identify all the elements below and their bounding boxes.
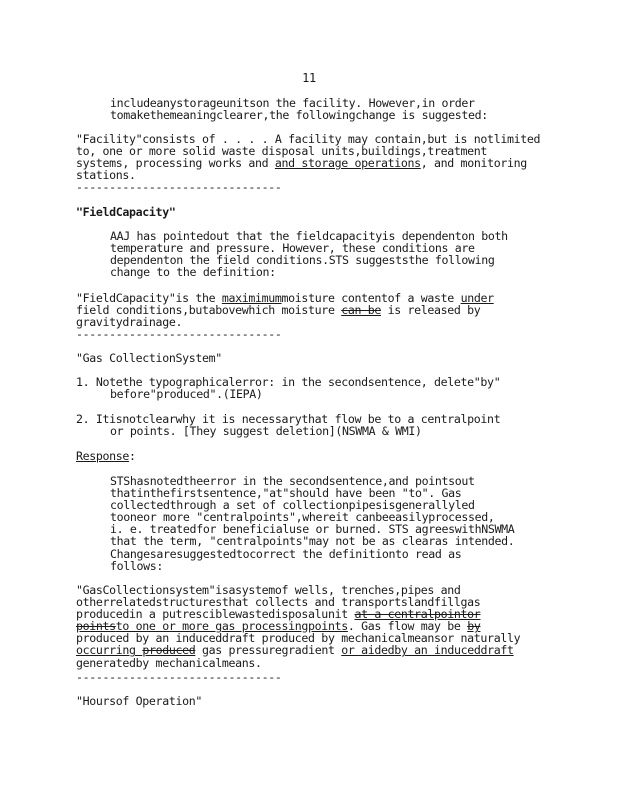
text-line: to, one or more solid waste disposal units,buildings,treatment [76,144,488,159]
separator-rule: ------------------------------- [76,327,282,341]
text-run: , and monitoring [420,156,527,171]
separator-rule: ------------------------------- [76,180,282,194]
deleted-text: points [76,619,116,634]
text-line: produced by an induceddraft produced by mechanicalmeansor naturally [76,631,521,646]
inserted-text: to one or more gas processingpoints [115,619,348,634]
separator-rule: ------------------------------- [76,670,282,684]
text-line: "GasCollectionsystem"isasystemof wells, trenches,pipes and [76,583,461,597]
text-line: follows: [110,558,164,573]
text-run: "FieldCapacity"is the [76,291,222,305]
gas-collection-definition [76,584,550,669]
text-run: . Gas flow may be [347,619,468,634]
text-line: generatedby mechanicalmeans. [76,655,262,670]
text-line: or points. [They suggest deletion](NSWMA & WMI) [110,424,422,439]
text-run: moisture contentof a waste [281,291,461,305]
facility-definition [76,133,550,181]
deleted-text: can be [341,303,381,318]
gas-comment-item [76,376,550,400]
text-run: is released by [380,303,481,318]
text-line: before"produced".(IEPA) [110,387,263,402]
text-line [76,644,550,656]
deleted-text: produced [142,643,196,658]
text-line: gravitydrainage. [76,315,183,330]
text-line: includeanystorageunitson the facility. However,in order [110,96,475,110]
text-line: i. e. treatedfor beneficialuse or burned. STS agreeswithNSWMA [110,522,515,537]
gas-comment-item [76,413,550,437]
text-run: gas pressuregradient [195,643,342,658]
inserted-text: and storage operations [274,156,421,171]
text-line: otherrelatedstructuresthat collects and transportslandfillgas [76,595,481,610]
text-line: 1. Notethe typographicalerror: in the secondsentence, delete"by" [76,375,501,389]
field-capacity-paragraph [110,230,550,278]
text-line: AAJ has pointedout that the fieldcapacityis dependenton both [110,229,508,243]
text-line: dependenton the field conditions.STS suggeststhe following [110,253,495,268]
text-line: collectedthrough a set of collectionpipesisgenerallyled [110,498,475,513]
text-line: change to the definition: [110,265,276,280]
text-line: stations. [76,168,136,183]
page-number: 11 [302,71,316,85]
text-run: producedin a putresciblewastedisposalunit [76,607,355,622]
section-heading-hours-of-operation: "Hoursof Operation" [76,694,202,708]
inserted-text: occurring [76,643,143,658]
inserted-text: under [460,291,494,305]
text-line: tomakethemeaningclearer,the followingchange is suggested: [110,108,488,123]
text-line: "Facility"consists of . . . . A facility may contain,but is notlimited [76,132,541,146]
text-line: 2. Itisnotclearwhy it is necessarythat flow be to a centralpoint [76,412,501,426]
text-line: STShasnotedtheerror in the secondsentence,and pointsout [110,474,475,488]
response-paragraph [110,475,550,572]
text-line: temperature and pressure. However, these conditions are [110,241,475,256]
text-run: systems, processing works and [76,156,275,171]
text-run: : [129,449,136,463]
section-heading-gas-collection: "Gas CollectionSystem" [76,351,222,365]
response-heading [76,450,550,462]
response-label: Response [76,449,130,463]
inserted-text: maximimum [221,291,282,305]
text-line [76,157,550,169]
inserted-text: or aidedby an induceddraft [341,643,514,658]
deleted-text: by [467,619,481,634]
section-heading-field-capacity: "FieldCapacity" [76,205,176,219]
intro-paragraph [110,97,550,121]
text-line: thatinthefirstsentence,"at"should have been "to". Gas [110,486,462,501]
text-line: that the term, "centralpoints"may not be as clearas intended. [110,534,515,549]
field-capacity-definition [76,292,550,328]
text-line: Changesaresuggestedtocorrect the definitionto read as [110,546,462,561]
deleted-text: at a centralpointor [354,607,481,622]
text-line: tooneor more "centralpoints",whereit canbeeasilyprocessed, [110,510,495,525]
text-run: field conditions,butabovewhich moisture [76,303,342,318]
